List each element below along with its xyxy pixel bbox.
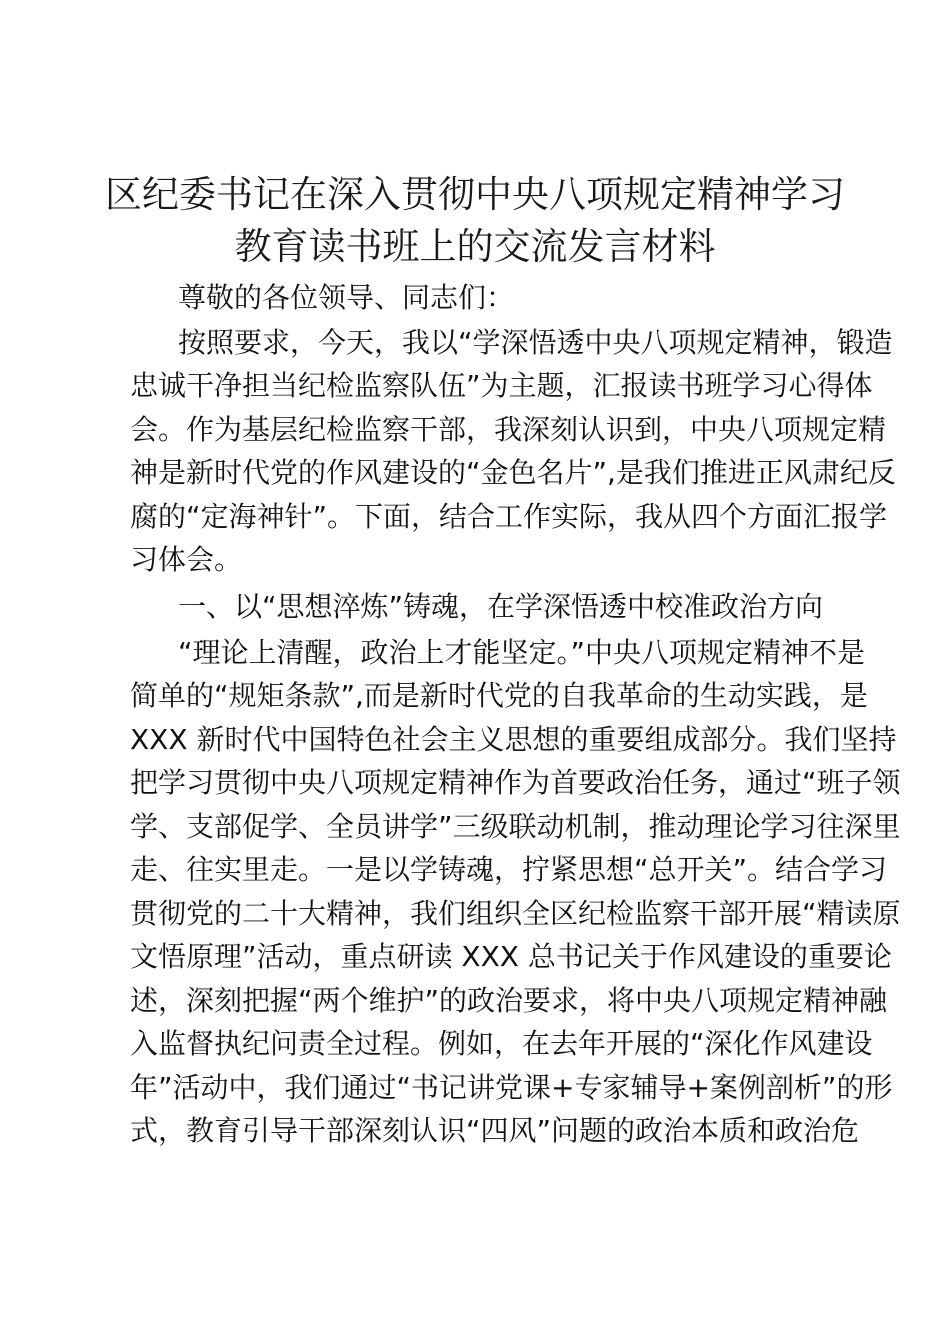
document-title-line-1: 区纪委书记在深入贯彻中央八项规定精神学习 [105,173,845,216]
body-line: 习体会。 [130,543,243,576]
body-line: 按照要求，今天，我以“学深悟透中央八项规定精神，锻造 [178,326,893,359]
body-line: 学、支部促学、全员讲学”三级联动机制，推动理论学习往深里 [130,810,901,843]
body-line: 年”活动中，我们通过“书记讲党课+专家辅导+案例剖析”的形 [130,1071,893,1104]
body-line: 述，深刻把握“两个维护”的政治要求，将中央八项规定精神融 [130,984,888,1017]
body-line: 文悟原理”活动，重点研读 XXX 总书记关于作风建设的重要论 [130,940,892,973]
body-line: 腐的“定海神针”。下面，结合工作实际，我从四个方面汇报学 [130,500,888,533]
body-line: 神是新时代党的作风建设的“金色名片”,是我们推进正风肃纪反 [130,456,896,489]
body-line: 忠诚干净担当纪检监察队伍”为主题，汇报读书班学习心得体 [130,369,873,402]
body-line: 把学习贯彻中央八项规定精神作为首要政治任务，通过“班子领 [130,766,901,799]
body-line: 走、往实里走。一是以学铸魂，拧紧思想“总开关”。结合学习 [130,853,888,886]
body-line: “理论上清醒，政治上才能坚定。”中央八项规定精神不是 [178,636,866,669]
body-line: 简单的“规矩条款”,而是新时代党的自我革命的生动实践，是 [130,679,868,712]
body-line: XXX 新时代中国特色社会主义思想的重要组成部分。我们坚持 [130,723,897,756]
section-heading: 一、以“思想淬炼”铸魂，在学深悟透中校准政治方向 [178,590,824,623]
body-line: 贯彻党的二十大精神，我们组织全区纪检监察干部开展“精读原 [130,897,901,930]
body-line: 入监督执纪问责全过程。例如，在去年开展的“深化作风建设 [130,1027,873,1060]
salutation: 尊敬的各位领导、同志们： [178,281,515,314]
body-line: 式，教育引导干部深刻认识“四风”问题的政治本质和政治危 [130,1114,860,1147]
document-title-line-2: 教育读书班上的交流发言材料 [234,225,716,268]
body-line: 会。作为基层纪检监察干部，我深刻认识到，中央八项规定精 [130,413,887,446]
